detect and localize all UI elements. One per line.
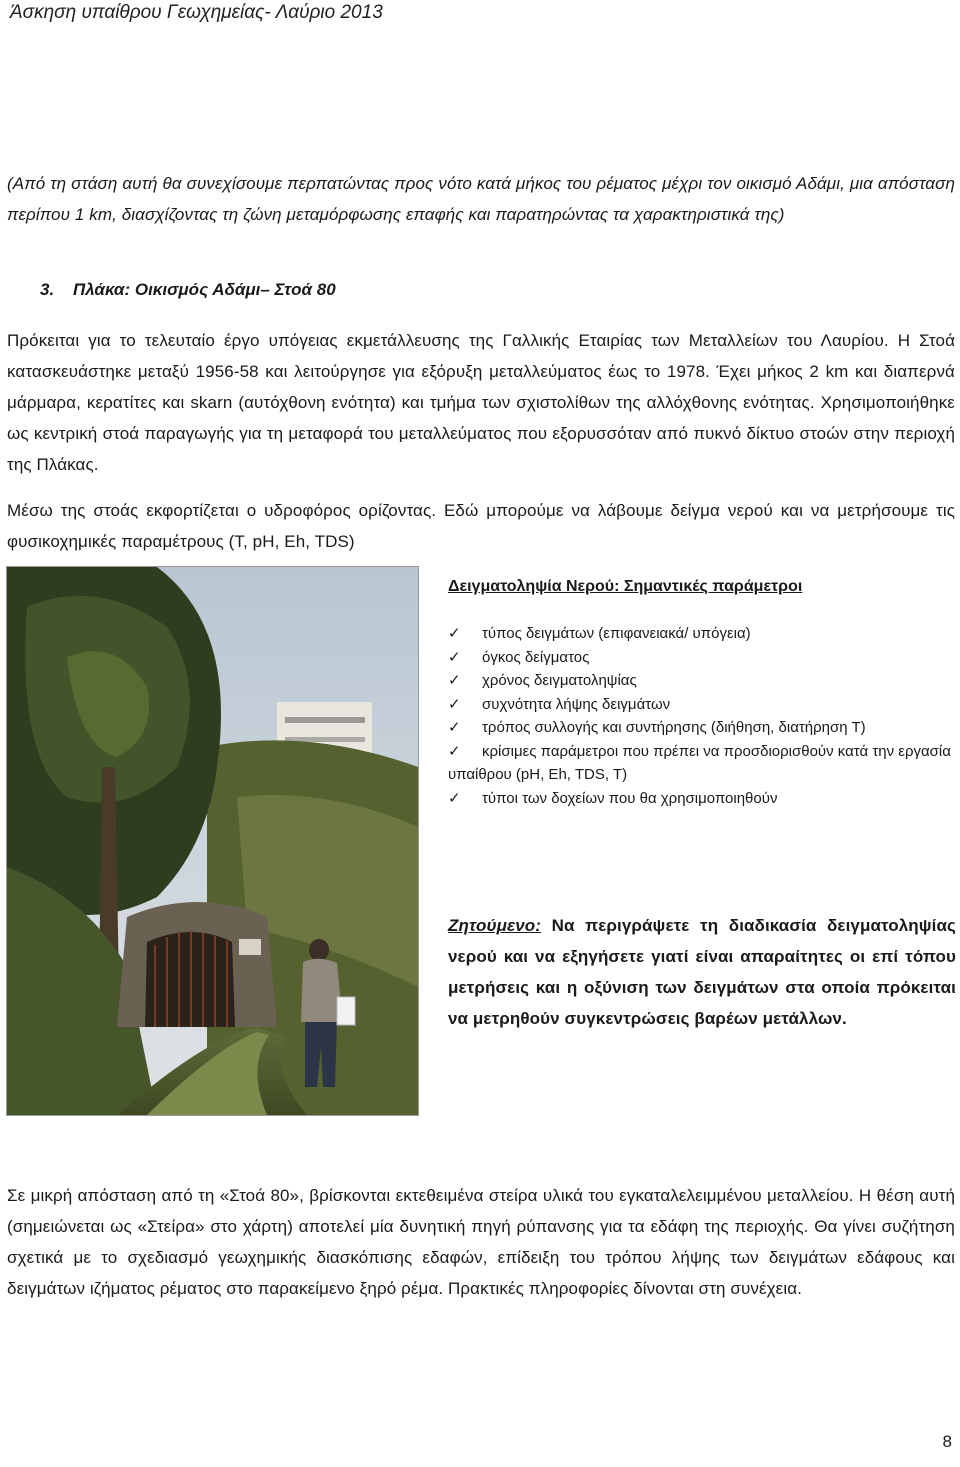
- page-header-title: Άσκηση υπαίθρου Γεωχημείας- Λαύριο 2013: [10, 2, 383, 23]
- photo-illustration: [7, 567, 418, 1115]
- list-item: ✓ χρόνος δειγματοληψίας: [448, 669, 956, 693]
- checkmark-icon: ✓: [448, 695, 461, 713]
- checkmark-icon: ✓: [448, 789, 461, 807]
- section-heading: [40, 280, 336, 300]
- checkmark-icon: ✓: [448, 742, 461, 760]
- checkmark-icon: ✓: [448, 672, 461, 689]
- paragraph-waste-material: Σε μικρή απόσταση από τη «Στοά 80», βρίσκονται εκτεθειμένα στείρα υλικά του εγκαταλελειμμένου μεταλλείου. Η θέση αυτή (σημειώνεται ως «Στείρα» στο χάρτη) αποτελεί μία δυνητική πηγή ρύπανσης για τα εδάφη της περιοχής. Θα γίνει συζήτηση σχετικά με το σχεδιασμό γεωχημικής διασκόπισης εδαφών, επίδειξη του τρόπου λήψης των δειγμάτων εδάφους και δειγμάτων ιζήματος ρέματος στο παρακείμενο ξηρό ρέμα. Πρακτικές πληροφορίες δίνονται στη συνέχεια.: [7, 1186, 955, 1298]
- paragraph-stoa-description: Πρόκειται για το τελευταίο έργο υπόγειας εκμετάλλευσης της Γαλλικής Εταιρίας των Μεταλλείων του Λαυρίου. Η Στοά κατασκευάστηκε μεταξύ 1956-58 και λειτούργησε για εξόρυξη μεταλλεύματος έως το 1978. Έχει μήκος 2 km και διαπερνά μάρμαρα, κερατίτες και skarn (αυτόχθονη ενότητα) και τμήμα των σχιστολίθων της αλλόχθονης ενότητας. Χρησιμοποιήθηκε ως κεντρική στοά παραγωγής για τη μεταφορά του μεταλλεύματος που εξορυσσόταν από πυκνό δίκτυο στοών στην περιοχή της Πλάκας.: [7, 331, 955, 474]
- list-item: ✓ συχνότητα λήψης δειγμάτων: [448, 693, 956, 717]
- checkmark-icon: ✓: [448, 648, 461, 666]
- sampling-box-title: Δειγματοληψία Νερού: Σημαντικές παράμετροι: [448, 578, 803, 595]
- intro-italic-paragraph: (Από τη στάση αυτή θα συνεχίσουμε περπατώντας προς νότο κατά μήκος του ρέματος μέχρι τον οικισμό Αδάμι, μια απόσταση περίπου 1 km, διασχίζοντας τη ζώνη μεταμόρφωσης επαφής και παρατηρώντας τα χαρακτηριστικά της): [7, 174, 955, 224]
- task-text: Να περιγράψετε τη διαδικασία δειγματοληψίας νερού και να εξηγήσετε γιατί είναι απαραίτητες οι επί τόπου μετρήσεις και η οξύνιση των δειγμάτων στα οποία πρόκειται να μετρηθούν συγκεντρώσεις βαρέων μετάλλων.: [448, 916, 956, 1028]
- section-number: 3.: [40, 280, 55, 299]
- list-item: ✓ τύποι των δοχείων που θα χρησιμοποιηθούν: [448, 787, 956, 811]
- sampling-checklist: [448, 622, 956, 810]
- section-title-text: Πλάκα: Οικισμός Αδάμι– Στοά 80: [73, 280, 336, 299]
- task-label: Ζητούμενο:: [448, 916, 542, 935]
- checkmark-icon: ✓: [448, 719, 461, 736]
- list-item: ✓ τρόπος συλλογής και συντήρησης (διήθηση, διατήρηση Τ): [448, 716, 956, 740]
- checkmark-icon: ✓: [448, 625, 461, 642]
- list-item: ✓ κρίσιμες παράμετροι που πρέπει να προσδιορισθούν κατά την εργασία υπαίθρου (pH, Eh, TDS, T): [448, 740, 956, 787]
- page-number: 8: [942, 1432, 952, 1451]
- paragraph-aquifer: Μέσω της στοάς εκφορτίζεται ο υδροφόρος ορίζοντας. Εδώ μπορούμε να λάβουμε δείγμα νερού και να μετρήσουμε τις φυσικοχημικές παραμέτρους (T, pH, Eh, TDS): [7, 501, 955, 551]
- photo-stoa-80: [6, 566, 419, 1116]
- task-paragraph: [448, 910, 956, 1034]
- list-item: ✓ όγκος δείγματος: [448, 646, 956, 670]
- list-item: ✓ τύπος δειγμάτων (επιφανειακά/ υπόγεια): [448, 622, 956, 646]
